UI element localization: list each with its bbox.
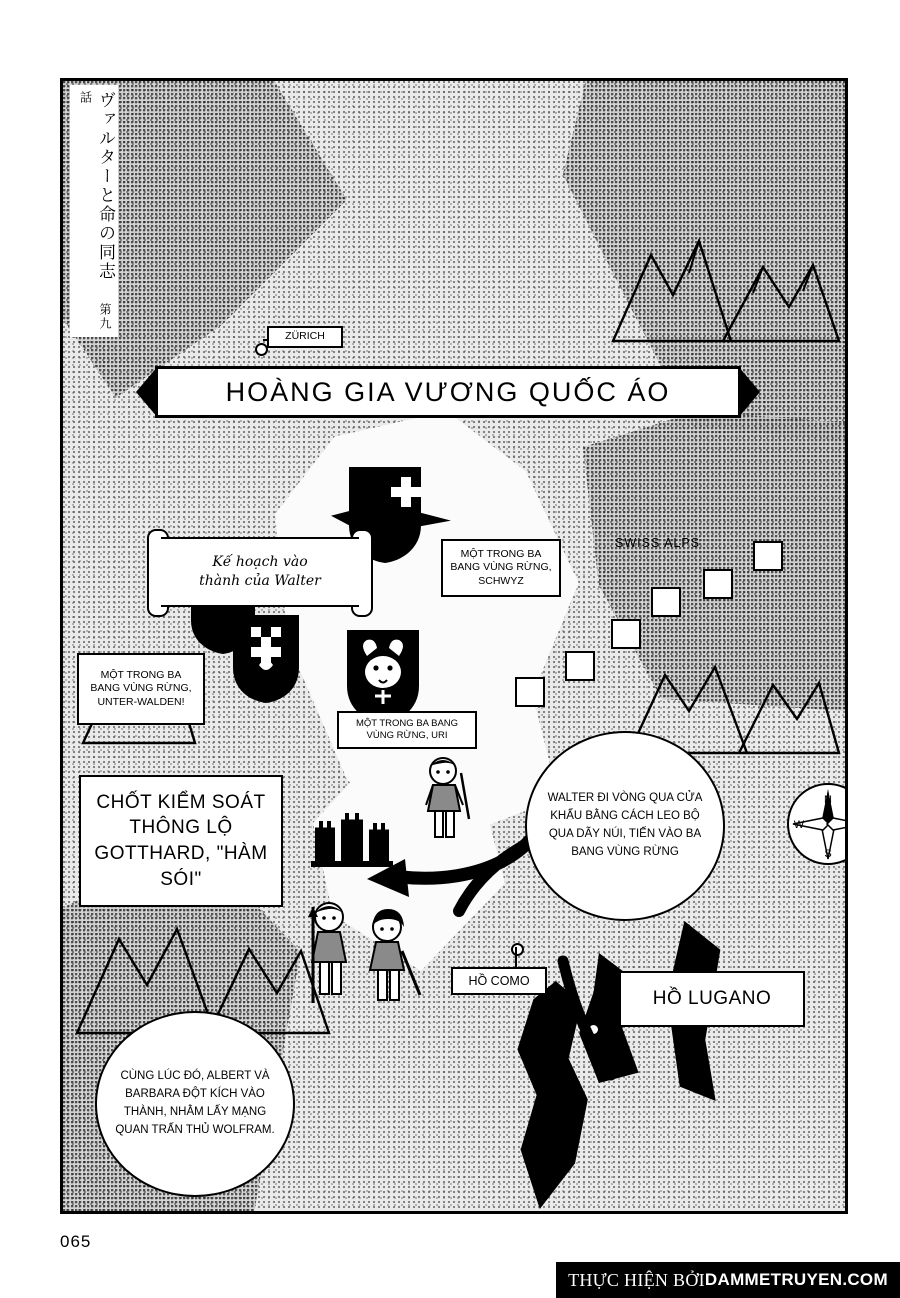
credit-bar [556,1262,900,1298]
pass-marker-7 [753,541,783,571]
bubble-albert-plan [95,1011,295,1197]
pass-marker-1 [515,677,545,707]
map-panel [60,78,862,1214]
mountain-range-east [603,221,843,351]
label-lake-lugano-text: HỒ LUGANO [652,988,772,1010]
scroll-line-2: thành của Walter [199,573,321,589]
page-number [60,1232,91,1252]
shield-unterwalden-lower [229,611,303,707]
label-zuerich-text: ZÜRICH [285,330,325,343]
pass-marker-5 [703,569,733,599]
compass-rose: N S W O [785,781,848,867]
page-number-text: 065 [60,1232,92,1251]
compass-north-label: N [824,794,832,806]
compass-south-label: S [824,848,832,860]
vertical-chapter-title [70,85,118,337]
label-lake-como-text: HỒ COMO [468,974,530,988]
credit-prefix: THỰC HIỆN BỞI [568,1269,705,1290]
label-canton-unterwalden-text: MỘT TRONG BA BANG VÙNG RỪNG, UNTER-WALDEN! [90,668,192,708]
label-gotthard-text: CHỐT KIỂM SOÁT THÔNG LỘ GOTTHARD, "HÀM SÓI" [94,791,268,890]
title-banner-text: HOÀNG GIA VƯƠNG QUỐC ÁO [225,376,671,407]
pass-marker-3 [611,619,641,649]
bubble-walter-plan [525,731,725,921]
label-swiss-alps [615,536,700,550]
title-banner [155,366,741,418]
label-canton-uri [337,711,477,749]
label-canton-schwyz [441,539,561,597]
label-gotthard-checkpoint [79,775,283,907]
scroll-line-1: Kế hoạch vào [212,554,308,571]
scroll-sheet [161,537,359,607]
compass-west-label: W [793,819,805,831]
label-swiss-alps-text: SWISS ALPS [615,536,701,550]
vertical-title-episode: 第九話 [78,91,112,331]
vertical-title-main: ヴァルターと命の同志 [95,91,115,281]
pass-marker-4 [651,587,681,617]
credit-domain: DAMMETRUYEN.COM [704,1270,888,1289]
chibi-barbara [357,907,423,1019]
bubble-walter-plan-text: WALTER ĐI VÒNG QUA CỬA KHẨU BẰNG CÁCH LEO BỘ QUA DÃY NÚI, TIẾN VÀO BA BANG VÙNG RỪNG [547,792,703,858]
label-lake-lugano [619,971,805,1027]
label-zuerich [267,326,343,348]
label-canton-schwyz-text: MỘT TRONG BA BANG VÙNG RỪNG, SCHWYZ [450,547,552,587]
bubble-albert-plan-text: CÙNG LÚC ĐÓ, ALBERT VÀ BARBARA ĐỘT KÍCH VÀO THÀNH, NHẰM LẤY MẠNG QUAN TRẤN THỦ WOLFRAM. [115,1070,275,1136]
pass-marker-2 [565,651,595,681]
label-canton-unterwalden [77,653,205,725]
chibi-albert [299,897,361,1013]
scroll-plan [147,529,373,613]
label-canton-uri-text: MỘT TRONG BA BANG VÙNG RỪNG, URI [355,717,459,741]
